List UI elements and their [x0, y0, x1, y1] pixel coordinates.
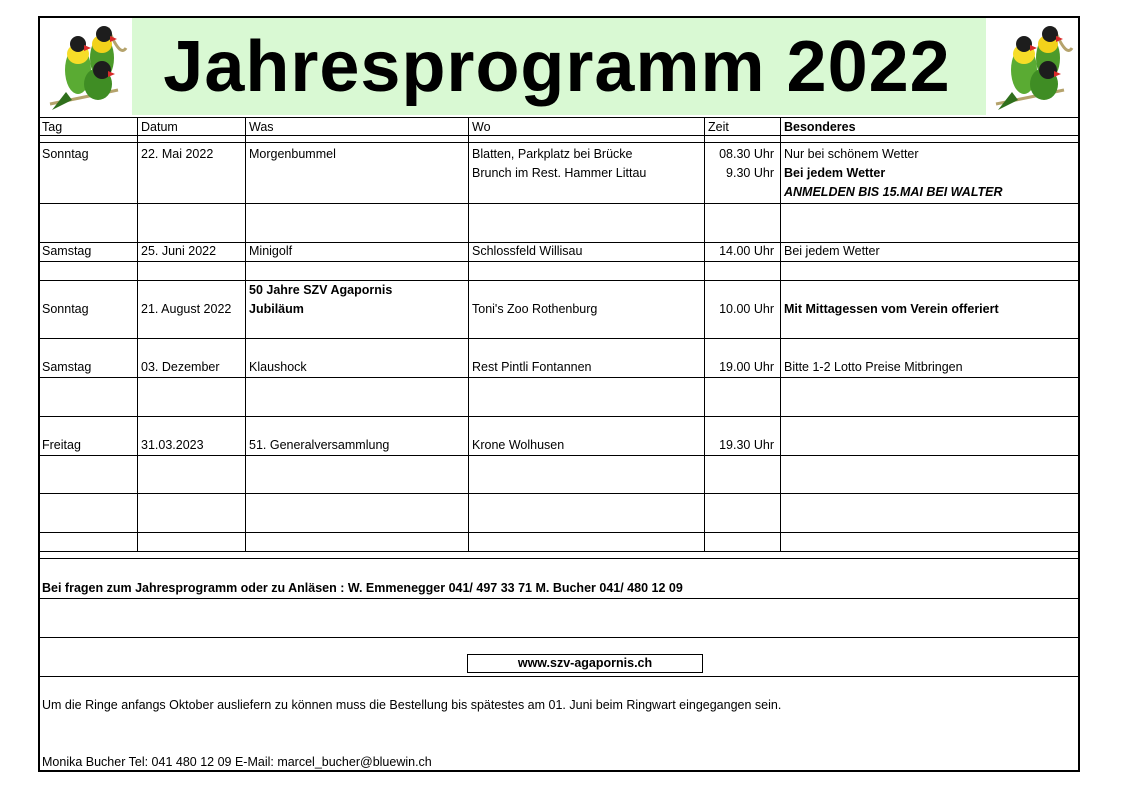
- event-datum: 31.03.2023: [141, 438, 204, 452]
- grid-line: [40, 598, 1080, 599]
- grid-line: [40, 637, 1080, 638]
- header-zeit: Zeit: [708, 120, 729, 134]
- event-besonderes: Mit Mittagessen vom Verein offeriert: [784, 302, 999, 316]
- event-wo: Schlossfeld Willisau: [472, 244, 583, 258]
- contact-line: Bei fragen zum Jahresprogramm oder zu Anläsen : W. Emmenegger 041/ 497 33 71 M. Bucher 041/ 480 12 09: [42, 581, 683, 595]
- event-besonderes: Nur bei schönem Wetter: [784, 147, 919, 161]
- event-was: Minigolf: [249, 244, 293, 258]
- column-line: [245, 117, 246, 551]
- column-line: [468, 117, 469, 551]
- event-besonderes: Bitte 1-2 Lotto Preise Mitbringen: [784, 360, 963, 374]
- grid-line: [40, 142, 1080, 143]
- grid-line: [40, 261, 1080, 262]
- event-wo: Rest Pintli Fontannen: [472, 360, 592, 374]
- event-datum: 03. Dezember: [141, 360, 220, 374]
- page-title: Jahresprogramm 2022: [163, 26, 951, 107]
- lovebirds-left-image: [40, 18, 132, 115]
- event-wo: Brunch im Rest. Hammer Littau: [472, 166, 647, 180]
- grid-line: [40, 135, 1080, 136]
- event-zeit: 10.00 Uhr: [719, 302, 774, 316]
- header-was: Was: [249, 120, 274, 134]
- grid-line: [40, 551, 1080, 552]
- event-was: 50 Jahre SZV Agapornis: [249, 283, 393, 297]
- event-besonderes: Bei jedem Wetter: [784, 244, 880, 258]
- event-datum: 25. Juni 2022: [141, 244, 217, 258]
- event-wo: Blatten, Parkplatz bei Brücke: [472, 147, 633, 161]
- grid-line: [40, 377, 1080, 378]
- header-wo: Wo: [472, 120, 491, 134]
- grid-line: [40, 338, 1080, 339]
- grid-line: [40, 117, 1080, 118]
- lovebirds-right-image: [986, 18, 1078, 115]
- grid-line: [40, 280, 1080, 281]
- event-was: Klaushock: [249, 360, 307, 374]
- grid-line: [40, 493, 1080, 494]
- column-line: [780, 117, 781, 551]
- event-tag: Samstag: [42, 244, 92, 258]
- event-zeit: 19.30 Uhr: [719, 438, 774, 452]
- event-was: Jubiläum: [249, 302, 304, 316]
- event-was: 51. Generalversammlung: [249, 438, 390, 452]
- ring-note: Um die Ringe anfangs Oktober ausliefern zu können muss die Bestellung bis spätestes am 01. Juni beim Ringwart eingegangen sein.: [42, 698, 782, 712]
- grid-line: [40, 532, 1080, 533]
- grid-line: [40, 455, 1080, 456]
- event-zeit: 14.00 Uhr: [719, 244, 774, 258]
- footer-contact: Monika Bucher Tel: 041 480 12 09 E-Mail: marcel_bucher@bluewin.ch: [42, 755, 432, 769]
- grid-line: [40, 676, 1080, 677]
- event-tag: Sonntag: [42, 147, 89, 161]
- website-link[interactable]: www.szv-agapornis.ch: [467, 654, 703, 673]
- event-datum: 22. Mai 2022: [141, 147, 214, 161]
- event-tag: Freitag: [42, 438, 81, 452]
- grid-line: [40, 203, 1080, 204]
- event-besonderes: ANMELDEN BIS 15.MAI BEI WALTER: [784, 185, 1003, 199]
- event-datum: 21. August 2022: [141, 302, 232, 316]
- grid-line: [40, 416, 1080, 417]
- header-datum: Datum: [141, 120, 178, 134]
- event-besonderes: Bei jedem Wetter: [784, 166, 886, 180]
- header-tag: Tag: [42, 120, 63, 134]
- event-tag: Sonntag: [42, 302, 89, 316]
- event-was: Morgenbummel: [249, 147, 336, 161]
- event-wo: Krone Wolhusen: [472, 438, 565, 452]
- event-zeit: 08.30 Uhr: [719, 147, 774, 161]
- event-wo: Toni's Zoo Rothenburg: [472, 302, 598, 316]
- event-zeit: 9.30 Uhr: [726, 166, 774, 180]
- event-zeit: 19.00 Uhr: [719, 360, 774, 374]
- header-besonderes: Besonderes: [784, 120, 856, 134]
- event-tag: Samstag: [42, 360, 92, 374]
- column-line: [137, 117, 138, 551]
- grid-line: [40, 558, 1080, 559]
